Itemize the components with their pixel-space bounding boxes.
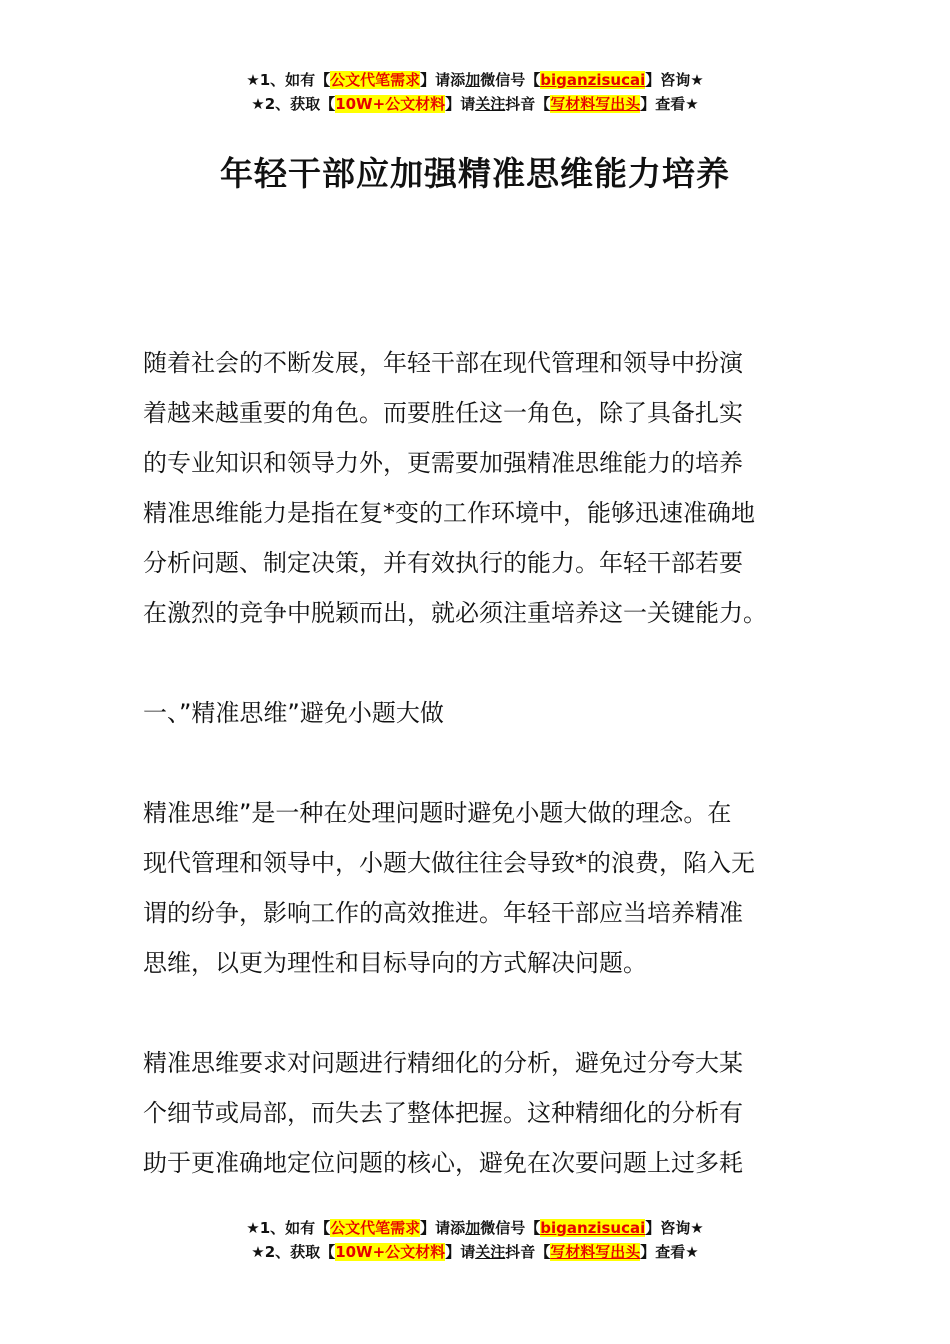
promo-line-2 <box>0 92 950 116</box>
promo-underlined-text: 加 <box>465 71 481 89</box>
paragraph: 精准思维”是一种在处理问题时避免小题大做的理念。在 现代管理和领导中，小题大做往往会导致*的浪费，陷入无 谓的纷争，影响工作的高效推进。年轻干部应当培养精准 思维，以更为理性和目标导向的方式解决问题。 <box>143 799 755 977</box>
paragraph: 精准思维要求对问题进行精细化的分析，避免过分夸大某 个细节或局部，而失去了整体把握。这种精细化的分析有 助于更准确地定位问题的核心，避免在次要问题上过多耗 <box>143 1049 743 1177</box>
promo-wechat-id: biganzisucai <box>540 1219 646 1237</box>
promo-line-2 <box>0 1240 950 1264</box>
promo-text: ★1、如有【 <box>246 1219 331 1237</box>
promo-text: 】咨询★ <box>645 1219 704 1237</box>
promo-text: ★2、获取【 <box>251 95 336 113</box>
promo-text: 】请 <box>445 1243 476 1261</box>
promo-underlined-text: 关注 <box>475 95 506 113</box>
promo-highlight: 10W+公文材料 <box>335 1243 446 1261</box>
footer-promo-banner <box>0 1216 950 1264</box>
promo-line-1 <box>0 1216 950 1240</box>
promo-text: ★2、获取【 <box>251 1243 336 1261</box>
document-title: 年轻干部应加强精准思维能力培养 <box>220 154 730 193</box>
promo-text: 】查看★ <box>640 1243 699 1261</box>
promo-douyin-id: 写材料写出头 <box>550 1243 641 1261</box>
promo-text: 】咨询★ <box>645 71 704 89</box>
promo-highlight: 公文代笔需求 <box>330 71 421 89</box>
promo-text: 微信号【 <box>480 1219 541 1237</box>
promo-text: 】查看★ <box>640 95 699 113</box>
promo-text: 抖音【 <box>505 1243 551 1261</box>
promo-text: 抖音【 <box>505 95 551 113</box>
paragraph-intro: 随着社会的不断发展，年轻干部在现代管理和领导中扮演 着越来越重要的角色。而要胜任这一角色，除了具备扎实 的专业知识和领导力外，更需要加强精准思维能力的培养 精准思维能力是指在复*变的工作环境中，能够迅速准确地 分析问题、制定决策，并有效执行的能力。年轻干部若要 在激烈的竞争中脱颖而出，就必须注重培养这一关键能力。 <box>143 349 767 627</box>
promo-text: 微信号【 <box>480 71 541 89</box>
promo-highlight: 公文代笔需求 <box>330 1219 421 1237</box>
promo-wechat-id: biganzisucai <box>540 71 646 89</box>
promo-underlined-text: 加 <box>465 1219 481 1237</box>
promo-text: ★1、如有【 <box>246 71 331 89</box>
promo-text: 】请 <box>445 95 476 113</box>
document-body <box>143 338 809 1188</box>
promo-underlined-text: 关注 <box>475 1243 506 1261</box>
section-heading: 一、”精准思维”避免小题大做 <box>143 699 444 727</box>
promo-line-1 <box>0 68 950 92</box>
promo-text: 】请添 <box>420 71 466 89</box>
header-promo-banner <box>0 68 950 116</box>
promo-douyin-id: 写材料写出头 <box>550 95 641 113</box>
promo-highlight: 10W+公文材料 <box>335 95 446 113</box>
promo-text: 】请添 <box>420 1219 466 1237</box>
